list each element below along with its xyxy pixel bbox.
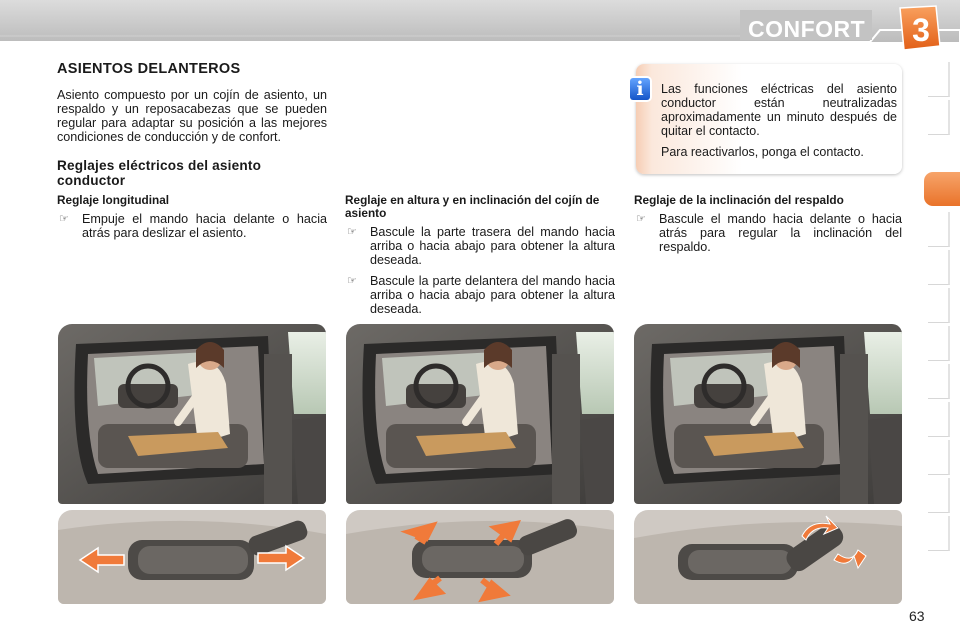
chapter-title: CONFORT bbox=[748, 16, 866, 42]
chapter-tab-4[interactable] bbox=[928, 212, 950, 247]
column-heading: Reglaje en altura y en inclinación del cojín de asiento bbox=[345, 193, 600, 220]
chapter-tab-8[interactable] bbox=[928, 364, 950, 399]
pointing-hand-icon: ☞ bbox=[347, 275, 357, 287]
section-title: ASIENTOS DELANTEROS bbox=[57, 61, 241, 77]
pointing-hand-icon: ☞ bbox=[347, 226, 357, 238]
chapter-tab-5[interactable] bbox=[928, 250, 950, 285]
instruction-text: Bascule la parte trasera del mando hacia arriba o hacia abajo para obtener la altura deseada. bbox=[370, 225, 615, 267]
chapter-tab-12[interactable] bbox=[928, 516, 950, 551]
column-backrest bbox=[634, 194, 902, 261]
chapter-header bbox=[0, 0, 960, 52]
chapter-tab-9[interactable] bbox=[928, 402, 950, 437]
chapter-tab-10[interactable] bbox=[928, 440, 950, 475]
car-interior-image bbox=[634, 324, 902, 504]
chapter-tab-3-active[interactable] bbox=[924, 172, 960, 206]
control-closeup-backrest bbox=[634, 510, 902, 604]
column-longitudinal bbox=[57, 194, 327, 247]
instruction-item bbox=[634, 212, 902, 254]
chapter-tab-1[interactable] bbox=[928, 62, 950, 97]
instruction-text: Bascule la parte delantera del mando hacia arriba o hacia abajo para obtener la altura deseada. bbox=[370, 274, 615, 316]
chapter-tab-11[interactable] bbox=[928, 478, 950, 513]
info-icon: i bbox=[630, 78, 650, 100]
column-heading: Reglaje longitudinal bbox=[57, 193, 170, 207]
column-height-tilt bbox=[345, 194, 615, 323]
chapter-tab-2[interactable] bbox=[928, 100, 950, 135]
chapter-number-badge: 3 bbox=[912, 12, 930, 48]
instruction-item bbox=[345, 225, 615, 267]
section-subtitle: Reglajes eléctricos del asiento conductor bbox=[57, 158, 262, 188]
control-closeup-longitudinal bbox=[58, 510, 326, 604]
car-interior-image bbox=[58, 324, 326, 504]
illustration-backrest bbox=[634, 324, 902, 504]
instruction-item bbox=[57, 212, 327, 240]
page-number: 63 bbox=[909, 608, 925, 624]
chapter-tab-rail bbox=[928, 62, 960, 562]
info-paragraph: Para reactivarlos, ponga el contacto. bbox=[661, 145, 864, 159]
chapter-tab-6[interactable] bbox=[928, 288, 950, 323]
info-paragraph: Las funciones eléctricas del asiento conductor están neutralizadas aproximadamente un minuto después de quitar el contacto. bbox=[661, 82, 897, 138]
section-intro: Asiento compuesto por un cojín de asiento, un respaldo y un reposacabezas que se pueden regular para adaptar su posición a las mejores condiciones de conducción y de confort. bbox=[57, 88, 327, 144]
column-heading: Reglaje de la inclinación del respaldo bbox=[634, 193, 844, 207]
info-box-text bbox=[661, 82, 897, 166]
instruction-text: Empuje el mando hacia delante o hacia atrás para deslizar el asiento. bbox=[82, 212, 327, 240]
instruction-item bbox=[345, 274, 615, 316]
pointing-hand-icon: ☞ bbox=[636, 213, 646, 225]
illustration-height-tilt bbox=[346, 324, 614, 504]
control-closeup-height-tilt bbox=[346, 510, 614, 604]
car-interior-image bbox=[346, 324, 614, 504]
instruction-text: Bascule el mando hacia delante o hacia atrás para regular la inclinación del respaldo. bbox=[659, 212, 902, 254]
illustration-longitudinal bbox=[58, 324, 326, 504]
pointing-hand-icon: ☞ bbox=[59, 213, 69, 225]
chapter-tab-7[interactable] bbox=[928, 326, 950, 361]
